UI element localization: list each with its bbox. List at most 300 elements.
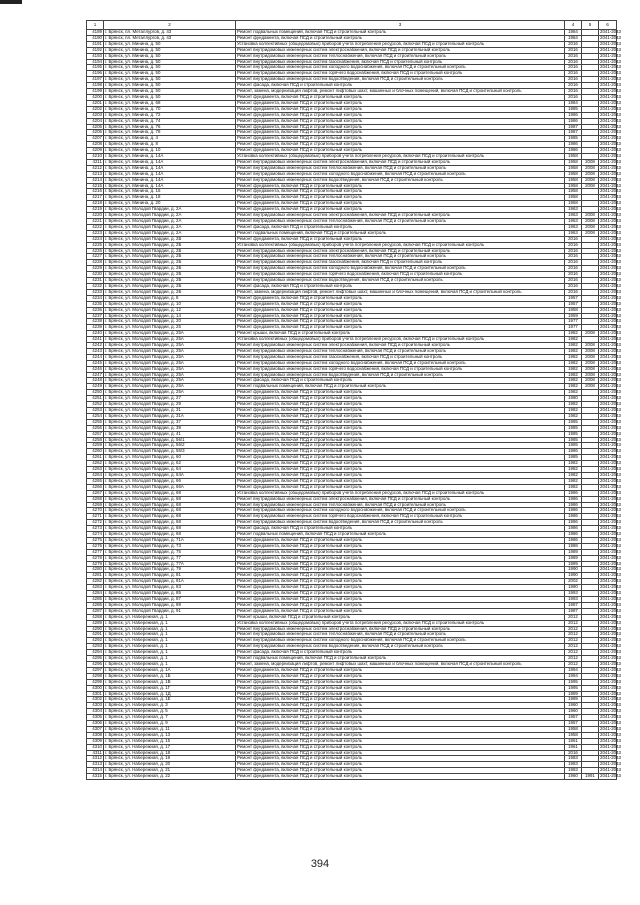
- work-type-cell: Ремонт фасада, включая ПСД и строительный контроль: [236, 224, 565, 230]
- row-number-cell: 4307: [87, 726, 104, 732]
- work-type-cell: Ремонт фундамента, включая ПСД и строительный контроль: [236, 579, 565, 585]
- address-cell: г. Брянск, ул. Набережная, д. 22: [104, 774, 236, 780]
- row-number-cell: 4234: [87, 295, 104, 301]
- last-repair-year-cell: 2008: [582, 343, 599, 349]
- row-number-cell: 4293: [87, 644, 104, 650]
- address-cell: г. Брянск, ул. Набережная, д. 1В: [104, 679, 236, 685]
- year-built-cell: 1984: [565, 100, 582, 106]
- address-cell: г. Брянск, ул. Минина, д. 74: [104, 118, 236, 124]
- work-type-cell: Ремонт внутридомовых инженерных систем электроснабжения, включая ПСД и строительный контроль: [236, 248, 565, 254]
- address-cell: г. Брянск, ул. Молодой Гвардии, д. 12: [104, 307, 236, 313]
- work-type-cell: Ремонт фундамента, включая ПСД и строительный контроль: [236, 408, 565, 414]
- year-built-cell: 1984: [565, 35, 582, 41]
- year-built-cell: 1982: [565, 390, 582, 396]
- planned-period-cell: 2041-2043: [600, 649, 621, 655]
- row-number-cell: 4269: [87, 502, 104, 508]
- row-number-cell: 4233: [87, 289, 104, 295]
- row-number-cell: 4298: [87, 673, 104, 679]
- row-number-cell: 4273: [87, 526, 104, 532]
- row-number-cell: 4192: [87, 47, 104, 53]
- work-type-cell: Ремонт внутридомовых инженерных систем электроснабжения, включая ПСД и строительный контроль: [236, 47, 565, 53]
- year-built-cell: 1986: [565, 496, 582, 502]
- row-number-cell: 4225: [87, 242, 104, 248]
- address-cell: г. Брянск, ул. Набережная, д. 18: [104, 750, 236, 756]
- year-built-cell: 1989: [565, 561, 582, 567]
- planned-period-cell: 2041-2043: [600, 660, 621, 666]
- row-number-cell: 4279: [87, 561, 104, 567]
- planned-period-cell: 2041-2043: [600, 330, 621, 336]
- work-type-cell: Установка коллективных (общедомовых) приборов учета потребления ресурсов, включая ПСД и строительный контроль: [236, 337, 565, 343]
- page-number: 394: [310, 858, 330, 870]
- year-built-cell: 1990: [565, 567, 582, 573]
- row-number-cell: 4255: [87, 419, 104, 425]
- planned-period-cell: 2041-2043: [600, 666, 621, 672]
- address-cell: г. Брянск, ул. Молодой Гвардии, д. 68: [104, 490, 236, 496]
- address-cell: г. Брянск, ул. Молодой Гвардии, д. 56/1: [104, 437, 236, 443]
- row-number-cell: 4294: [87, 650, 104, 656]
- address-cell: г. Брянск, ул. Молодой Гвардии, д. 2Б: [104, 254, 236, 260]
- address-cell: г. Брянск, ул. Минина, д. 14А: [104, 159, 236, 165]
- work-type-cell: Ремонт фундамента, включая ПСД и строительный контроль: [236, 738, 565, 744]
- planned-period-cell: 2041-2043: [600, 714, 621, 720]
- row-number-cell: 4195: [87, 65, 104, 71]
- planned-period-cell: 2041-2043: [600, 631, 621, 637]
- work-type-cell: Ремонт фундамента, включая ПСД и строительный контроль: [236, 537, 565, 543]
- row-number-cell: 4276: [87, 543, 104, 549]
- work-type-cell: Ремонт внутридомовых инженерных систем горячего водоснабжения, включая ПСД и строительный контроль: [236, 272, 565, 278]
- row-number-cell: 4202: [87, 106, 104, 112]
- planned-period-cell: 2041-2043: [600, 424, 621, 430]
- planned-period-cell: 2041-2043: [600, 483, 621, 489]
- planned-period-cell: 2041-2043: [600, 206, 621, 212]
- work-type-cell: Ремонт фундамента, включая ПСД и строительный контроль: [236, 703, 565, 709]
- row-number-cell: 4274: [87, 532, 104, 538]
- row-number-cell: 4213: [87, 171, 104, 177]
- planned-period-cell: 2041-2043: [600, 164, 621, 170]
- address-cell: г. Брянск, ул. Молодой Гвардии, д. 77: [104, 555, 236, 561]
- planned-period-cell: 2041-2043: [600, 247, 621, 253]
- row-number-cell: 4278: [87, 555, 104, 561]
- address-cell: г. Брянск, ул. Молодой Гвардии, д. 2Б: [104, 289, 236, 295]
- planned-period-cell: 2041-2043: [600, 383, 621, 389]
- row-number-cell: 4215: [87, 183, 104, 189]
- work-type-cell: Ремонт фундамента, включая ПСД и строительный контроль: [236, 301, 565, 307]
- work-type-cell: Ремонт фундамента, включая ПСД и строительный контроль: [236, 124, 565, 130]
- planned-period-cell: 2041-2043: [600, 176, 621, 182]
- last-repair-year-cell: 2008: [582, 171, 599, 177]
- last-repair-year-cell: 2008: [582, 219, 599, 225]
- work-type-cell: Ремонт фундамента, включая ПСД и строительный контроль: [236, 567, 565, 573]
- address-cell: г. Брянск, ул. Набережная, д. 17: [104, 744, 236, 750]
- year-built-cell: 2016: [565, 83, 582, 89]
- work-type-cell: Ремонт фундамента, включая ПСД и строительный контроль: [236, 591, 565, 597]
- address-cell: г. Брянск, ул. Минина, д. 8: [104, 142, 236, 148]
- address-cell: г. Брянск, ул. Набережная, д. 3: [104, 703, 236, 709]
- row-number-cell: 4198: [87, 83, 104, 89]
- work-type-cell: Ремонт внутридомовых инженерных систем электроснабжения, включая ПСД и строительный контроль: [236, 343, 565, 349]
- planned-period-cell: 2041-2043: [600, 430, 621, 436]
- work-type-cell: Ремонт фундамента, включая ПСД и строительный контроль: [236, 573, 565, 579]
- planned-period-cell: 2041-2043: [600, 88, 621, 94]
- year-built-cell: 1993: [565, 597, 582, 603]
- year-built-cell: 2012: [565, 650, 582, 656]
- planned-period-cell: 2041-2043: [600, 141, 621, 147]
- row-number-cell: 4263: [87, 467, 104, 473]
- year-built-cell: 1982: [565, 354, 582, 360]
- planned-period-cell: 2041-2043: [600, 513, 621, 519]
- work-type-cell: Ремонт внутридомовых инженерных систем газоснабжения, включая ПСД и строительный контроль: [236, 260, 565, 266]
- planned-period-cell: 2041-2043: [600, 773, 621, 779]
- column-header: 1: [87, 21, 104, 30]
- planned-period-cell: 2041-2043: [600, 288, 621, 294]
- work-type-cell: Ремонт фундамента, включая ПСД и строительный контроль: [236, 685, 565, 691]
- work-type-cell: Ремонт внутридомовых инженерных систем холодного водоснабжения, включая ПСД и строительный контроль: [236, 508, 565, 514]
- address-cell: г. Брянск, ул. Минина, д. 20: [104, 201, 236, 207]
- address-cell: г. Брянск, ул. Молодой Гвардии, д. 68: [104, 502, 236, 508]
- year-built-cell: 1958: [565, 165, 582, 171]
- address-cell: г. Брянск, ул. Минина, д. 50: [104, 59, 236, 65]
- year-built-cell: 2016: [565, 59, 582, 65]
- year-built-cell: 1994: [565, 673, 582, 679]
- year-built-cell: 1963: [565, 207, 582, 213]
- work-type-cell: Ремонт фундамента, включая ПСД и строительный контроль: [236, 691, 565, 697]
- work-type-cell: Ремонт внутридомовых инженерных систем холодного водоснабжения, включая ПСД и строительный контроль: [236, 171, 565, 177]
- last-repair-year-cell: 2008: [582, 372, 599, 378]
- row-number-cell: 4288: [87, 614, 104, 620]
- address-cell: г. Брянск, ул. Набережная, д. 1: [104, 644, 236, 650]
- row-number-cell: 4207: [87, 136, 104, 142]
- year-built-cell: 1958: [565, 189, 582, 195]
- planned-period-cell: 2041-2043: [600, 52, 621, 58]
- row-number-cell: 4189: [87, 30, 104, 36]
- row-number-cell: 4216: [87, 189, 104, 195]
- address-cell: г. Брянск, ул. Молодой Гвардии, д. 71А: [104, 537, 236, 543]
- row-number-cell: 4266: [87, 484, 104, 490]
- planned-period-cell: 2041-2043: [600, 448, 621, 454]
- work-type-cell: Ремонт фасада, включая ПСД и строительный контроль: [236, 650, 565, 656]
- row-number-cell: 4214: [87, 177, 104, 183]
- year-built-cell: 1957: [565, 721, 582, 727]
- row-number-cell: 4270: [87, 508, 104, 514]
- planned-period-cell: 2041-2043: [600, 235, 621, 241]
- planned-period-cell: 2041-2043: [600, 542, 621, 548]
- planned-period-cell: 2041-2043: [600, 123, 621, 129]
- work-type-cell: Ремонт фундамента, включая ПСД и строительный контроль: [236, 390, 565, 396]
- address-cell: г. Брянск, ул. Минина, д. 50: [104, 65, 236, 71]
- address-cell: г. Брянск, ул. Минина, д. 50: [104, 47, 236, 53]
- year-built-cell: 1983: [565, 762, 582, 768]
- planned-period-cell: 2041-2043: [600, 182, 621, 188]
- row-number-cell: 4222: [87, 224, 104, 230]
- work-type-cell: Ремонт внутридомовых инженерных систем теплоснабжения, включая ПСД и строительный контроль: [236, 165, 565, 171]
- address-cell: г. Брянск, ул. Молодой Гвардии, д. 25А: [104, 337, 236, 343]
- row-number-cell: 4252: [87, 402, 104, 408]
- work-type-cell: Ремонт фундамента, включая ПСД и строительный контроль: [236, 597, 565, 603]
- year-built-cell: 1988: [565, 543, 582, 549]
- planned-period-cell: 2041-2043: [600, 377, 621, 383]
- year-built-cell: 1958: [565, 183, 582, 189]
- planned-period-cell: 2041-2043: [600, 277, 621, 283]
- row-number-cell: 4221: [87, 219, 104, 225]
- planned-period-cell: 2041-2043: [600, 519, 621, 525]
- year-built-cell: 1963: [565, 224, 582, 230]
- address-cell: г. Брянск, ул. Минина, д. 14А: [104, 154, 236, 160]
- address-cell: г. Брянск, ул. Молодой Гвардии, д. 37: [104, 419, 236, 425]
- row-number-cell: 4235: [87, 301, 104, 307]
- address-cell: г. Брянск, ул. Молодой Гвардии, д. 25А: [104, 331, 236, 337]
- address-cell: г. Брянск, ул. Набережная, д. 1Е: [104, 697, 236, 703]
- address-cell: г. Брянск, ул. Набережная, д. 1Г: [104, 685, 236, 691]
- planned-period-cell: 2041-2043: [600, 353, 621, 359]
- year-built-cell: 2012: [565, 638, 582, 644]
- planned-period-cell: 2041-2043: [600, 129, 621, 135]
- planned-period-cell: 2041-2043: [600, 684, 621, 690]
- year-built-cell: 1982: [565, 331, 582, 337]
- work-type-cell: Ремонт фундамента, включая ПСД и строительный контроль: [236, 726, 565, 732]
- row-number-cell: 4267: [87, 490, 104, 496]
- planned-period-cell: 2041-2043: [600, 460, 621, 466]
- planned-period-cell: 2041-2043: [600, 466, 621, 472]
- planned-period-cell: 2041-2043: [600, 755, 621, 761]
- planned-period-cell: 2041-2043: [600, 212, 621, 218]
- address-cell: г. Брянск, ул. Молодой Гвардии, д. 2Б: [104, 283, 236, 289]
- work-type-cell: Ремонт подвальных помещений, включая ПСД и строительный контроль: [236, 656, 565, 662]
- work-type-cell: Ремонт фундамента, включая ПСД и строительный контроль: [236, 396, 565, 402]
- planned-period-cell: 2041-2043: [600, 525, 621, 531]
- work-type-cell: Ремонт фундамента, включая ПСД и строительный контроль: [236, 431, 565, 437]
- address-cell: г. Брянск, ул. Молодой Гвардии, д. 56/3: [104, 449, 236, 455]
- address-cell: г. Брянск, ул. Минина, д. 4: [104, 136, 236, 142]
- work-type-cell: Ремонт внутридомовых инженерных систем теплоснабжения, включая ПСД и строительный контроль: [236, 53, 565, 59]
- row-number-cell: 4249: [87, 384, 104, 390]
- planned-period-cell: 2041-2043: [600, 223, 621, 229]
- planned-period-cell: 2041-2043: [600, 619, 621, 625]
- row-number-cell: 4286: [87, 602, 104, 608]
- planned-period-cell: 2041-2043: [600, 105, 621, 111]
- year-built-cell: 2016: [565, 254, 582, 260]
- row-number-cell: 4238: [87, 319, 104, 325]
- planned-period-cell: 2041-2043: [600, 708, 621, 714]
- address-cell: г. Брянск, ул. Набережная, д. 5: [104, 709, 236, 715]
- planned-period-cell: 2041-2043: [600, 725, 621, 731]
- year-built-cell: 1982: [565, 484, 582, 490]
- row-number-cell: 4305: [87, 715, 104, 721]
- row-number-cell: 4240: [87, 331, 104, 337]
- planned-period-cell: 2041-2043: [600, 188, 621, 194]
- row-number-cell: 4254: [87, 413, 104, 419]
- year-built-cell: 1982: [565, 366, 582, 372]
- address-cell: г. Брянск, ул. Набережная, д. 9: [104, 721, 236, 727]
- work-type-cell: Ремонт фундамента, включая ПСД и строительный контроль: [236, 709, 565, 715]
- work-type-cell: Ремонт внутридомовых инженерных систем водоотведения, включая ПСД и строительный контроль: [236, 278, 565, 284]
- row-number-cell: 4311: [87, 750, 104, 756]
- work-type-cell: Ремонт фундамента, включая ПСД и строительный контроль: [236, 774, 565, 780]
- last-repair-year-cell: 2008: [582, 354, 599, 360]
- year-built-cell: 2016: [565, 236, 582, 242]
- last-repair-year-cell: 2008: [582, 378, 599, 384]
- year-built-cell: 1958: [565, 726, 582, 732]
- row-number-cell: 4304: [87, 709, 104, 715]
- planned-period-cell: 2041-2043: [600, 578, 621, 584]
- work-type-cell: Ремонт фасада, включая ПСД и строительный контроль: [236, 283, 565, 289]
- year-built-cell: 1982: [565, 372, 582, 378]
- address-cell: г. Брянск, ул. Минина, д. 50: [104, 71, 236, 77]
- year-built-cell: 2016: [565, 89, 582, 95]
- row-number-cell: 4236: [87, 307, 104, 313]
- planned-period-cell: 2041-2043: [600, 294, 621, 300]
- address-cell: г. Брянск, ул. Набережная, д. 1: [104, 638, 236, 644]
- year-built-cell: 1989: [565, 691, 582, 697]
- work-type-cell: Ремонт фундамента, включая ПСД и строительный контроль: [236, 136, 565, 142]
- work-type-cell: Ремонт внутридомовых инженерных систем электроснабжения, включая ПСД и строительный контроль: [236, 496, 565, 502]
- planned-period-cell: 2041-2043: [600, 572, 621, 578]
- work-type-cell: Ремонт фундамента, включая ПСД и строительный контроль: [236, 195, 565, 201]
- address-cell: г. Брянск, ул. Молодой Гвардии, д. 81: [104, 573, 236, 579]
- year-built-cell: 1986: [565, 142, 582, 148]
- work-type-cell: Ремонт внутридомовых инженерных систем водоотведения, включая ПСД и строительный контроль: [236, 372, 565, 378]
- row-number-cell: 4310: [87, 744, 104, 750]
- row-number-cell: 4297: [87, 667, 104, 673]
- row-number-cell: 4199: [87, 89, 104, 95]
- planned-period-cell: 2041-2043: [600, 265, 621, 271]
- year-built-cell: 1986: [565, 449, 582, 455]
- year-built-cell: 1982: [565, 467, 582, 473]
- year-built-cell: 2012: [565, 656, 582, 662]
- planned-period-cell: 2041-2043: [600, 318, 621, 324]
- planned-period-cell: 2041-2043: [600, 282, 621, 288]
- planned-period-cell: 2041-2043: [600, 58, 621, 64]
- work-type-cell: Ремонт фундамента, включая ПСД и строительный контроль: [236, 679, 565, 685]
- planned-period-cell: 2041-2043: [600, 643, 621, 649]
- planned-period-cell: 2041-2043: [600, 70, 621, 76]
- work-type-cell: Ремонт фундамента, включая ПСД и строительный контроль: [236, 768, 565, 774]
- planned-period-cell: 2041-2043: [600, 395, 621, 401]
- scan-edge-mark: [0, 0, 22, 4]
- year-built-cell: 1986: [565, 514, 582, 520]
- address-cell: г. Брянск, ул. Молодой Гвардии, д. 2Б: [104, 236, 236, 242]
- address-cell: г. Брянск, ул. Молодой Гвардии, д. 68: [104, 532, 236, 538]
- address-cell: г. Брянск, ул. Молодой Гвардии, д. 68: [104, 526, 236, 532]
- row-number-cell: 4245: [87, 360, 104, 366]
- table-row: [87, 774, 617, 780]
- year-built-cell: 1989: [565, 555, 582, 561]
- work-type-cell: Ремонт внутридомовых инженерных систем холодного водоснабжения, включая ПСД и строительный контроль: [236, 638, 565, 644]
- address-cell: г. Брянск, ул. Молодой Гвардии, д. 68: [104, 514, 236, 520]
- work-type-cell: Ремонт фундамента, включая ПСД и строительный контроль: [236, 437, 565, 443]
- address-cell: г. Брянск, ул. Минина, д. 50: [104, 89, 236, 95]
- address-cell: г. Брянск, ул. Молодой Гвардии, д. 41: [104, 431, 236, 437]
- address-cell: г. Брянск, ул. Набережная, д. 7: [104, 715, 236, 721]
- address-cell: г. Брянск, ул. Молодой Гвардии, д. 85: [104, 591, 236, 597]
- planned-period-cell: 2041-2043: [600, 324, 621, 330]
- year-built-cell: 1982: [565, 337, 582, 343]
- address-cell: г. Брянск, ул. Минина, д. 78: [104, 130, 236, 136]
- row-number-cell: 4232: [87, 283, 104, 289]
- planned-period-cell: 2041-2043: [600, 371, 621, 377]
- work-type-cell: Ремонт фундамента, включая ПСД и строительный контроль: [236, 455, 565, 461]
- work-type-cell: Ремонт внутридомовых инженерных систем электроснабжения, включая ПСД и строительный контроль: [236, 626, 565, 632]
- address-cell: г. Брянск, ул. Молодой Гвардии, д. 73: [104, 543, 236, 549]
- row-number-cell: 4193: [87, 53, 104, 59]
- year-built-cell: 2012: [565, 620, 582, 626]
- planned-period-cell: 2041-2043: [600, 678, 621, 684]
- planned-period-cell: 2041-2043: [600, 566, 621, 572]
- row-number-cell: 4284: [87, 591, 104, 597]
- planned-period-cell: 2041-2043: [600, 312, 621, 318]
- address-cell: г. Брянск, ул. Молодой Гвардии, д. 25А: [104, 378, 236, 384]
- work-type-cell: Ремонт фундамента, включая ПСД и строительный контроль: [236, 419, 565, 425]
- year-built-cell: 1977: [565, 325, 582, 331]
- year-built-cell: 1990: [565, 585, 582, 591]
- row-number-cell: 4283: [87, 585, 104, 591]
- year-built-cell: 1989: [565, 549, 582, 555]
- row-number-cell: 4292: [87, 638, 104, 644]
- planned-period-cell: 2041-2043: [600, 229, 621, 235]
- row-number-cell: 4315: [87, 774, 104, 780]
- address-cell: г. Брянск, ул. Набережная, д. 1: [104, 650, 236, 656]
- address-cell: г. Брянск, ул. Молодой Гвардии, д. 25А: [104, 372, 236, 378]
- row-number-cell: 4295: [87, 656, 104, 662]
- work-type-cell: Ремонт внутридомовых инженерных систем электроснабжения, включая ПСД и строительный контроль: [236, 159, 565, 165]
- planned-period-cell: 2041-2043: [600, 29, 621, 34]
- planned-period-cell: 2041-2043: [600, 731, 621, 737]
- row-number-cell: 4282: [87, 579, 104, 585]
- planned-period-cell: 2041-2043: [600, 690, 621, 696]
- planned-period-cell: 2041-2043: [600, 501, 621, 507]
- address-cell: г. Брянск, ул. Молодой Гвардии, д. 8: [104, 295, 236, 301]
- work-type-cell: Ремонт фундамента, включая ПСД и строительный контроль: [236, 94, 565, 100]
- last-repair-year-cell: 2008: [582, 159, 599, 165]
- row-number-cell: 4203: [87, 112, 104, 118]
- planned-period-cell: 2041-2043: [600, 253, 621, 259]
- planned-period-cell: 2041-2043: [600, 135, 621, 141]
- address-cell: г. Брянск, ул. Набережная, д. 1Д: [104, 691, 236, 697]
- work-type-cell: Ремонт, замена, модернизация лифтов, ремонт лифтовых шахт, машинных и блочных помещений, включая ПСД и строительный контроль: [236, 661, 565, 667]
- work-type-cell: Ремонт фундамента, включая ПСД и строительный контроль: [236, 118, 565, 124]
- last-repair-year-cell: 2008: [582, 366, 599, 372]
- year-built-cell: 1980: [565, 396, 582, 402]
- year-built-cell: 1985: [565, 443, 582, 449]
- address-cell: г. Брянск, ул. Минина, д. 50: [104, 77, 236, 83]
- address-cell: г. Брянск, ул. Молодой Гвардии, д. 64: [104, 467, 236, 473]
- work-type-cell: Ремонт фундамента, включая ПСД и строительный контроль: [236, 472, 565, 478]
- row-number-cell: 4239: [87, 325, 104, 331]
- year-built-cell: 1958: [565, 195, 582, 201]
- planned-period-cell: 2041-2043: [600, 40, 621, 46]
- address-cell: г. Брянск, ул. Молодой Гвардии, д. 68: [104, 496, 236, 502]
- year-built-cell: 1982: [565, 478, 582, 484]
- address-cell: г. Брянск, ул. Молодой Гвардии, д. 2А: [104, 219, 236, 225]
- address-cell: г. Брянск, ул. Молодой Гвардии, д. 68: [104, 520, 236, 526]
- row-number-cell: 4314: [87, 768, 104, 774]
- work-type-cell: Ремонт фундамента, включая ПСД и строительный контроль: [236, 112, 565, 118]
- address-cell: г. Брянск, ул. Молодой Гвардии, д. 25: [104, 325, 236, 331]
- year-built-cell: 1986: [565, 490, 582, 496]
- year-built-cell: 1963: [565, 230, 582, 236]
- work-type-cell: Ремонт внутридомовых инженерных систем горячего водоснабжения, включая ПСД и строительный контроль: [236, 514, 565, 520]
- address-cell: г. Брянск, ул. Молодой Гвардии, д. 91: [104, 608, 236, 614]
- work-type-cell: Ремонт фундамента, включая ПСД и строительный контроль: [236, 484, 565, 490]
- work-type-cell: Ремонт внутридомовых инженерных систем теплоснабжения, включая ПСД и строительный контроль: [236, 632, 565, 638]
- planned-period-cell: 2041-2043: [600, 596, 621, 601]
- planned-period-cell: 2041-2043: [600, 147, 621, 153]
- last-repair-year-cell: 1991: [582, 774, 599, 780]
- work-type-cell: Ремонт фундамента, включая ПСД и строительный контроль: [236, 402, 565, 408]
- row-number-cell: 4302: [87, 697, 104, 703]
- planned-period-cell: 2041-2043: [600, 64, 621, 70]
- row-number-cell: 4247: [87, 372, 104, 378]
- address-cell: г. Брянск, ул. Молодой Гвардии, д. 25А: [104, 366, 236, 372]
